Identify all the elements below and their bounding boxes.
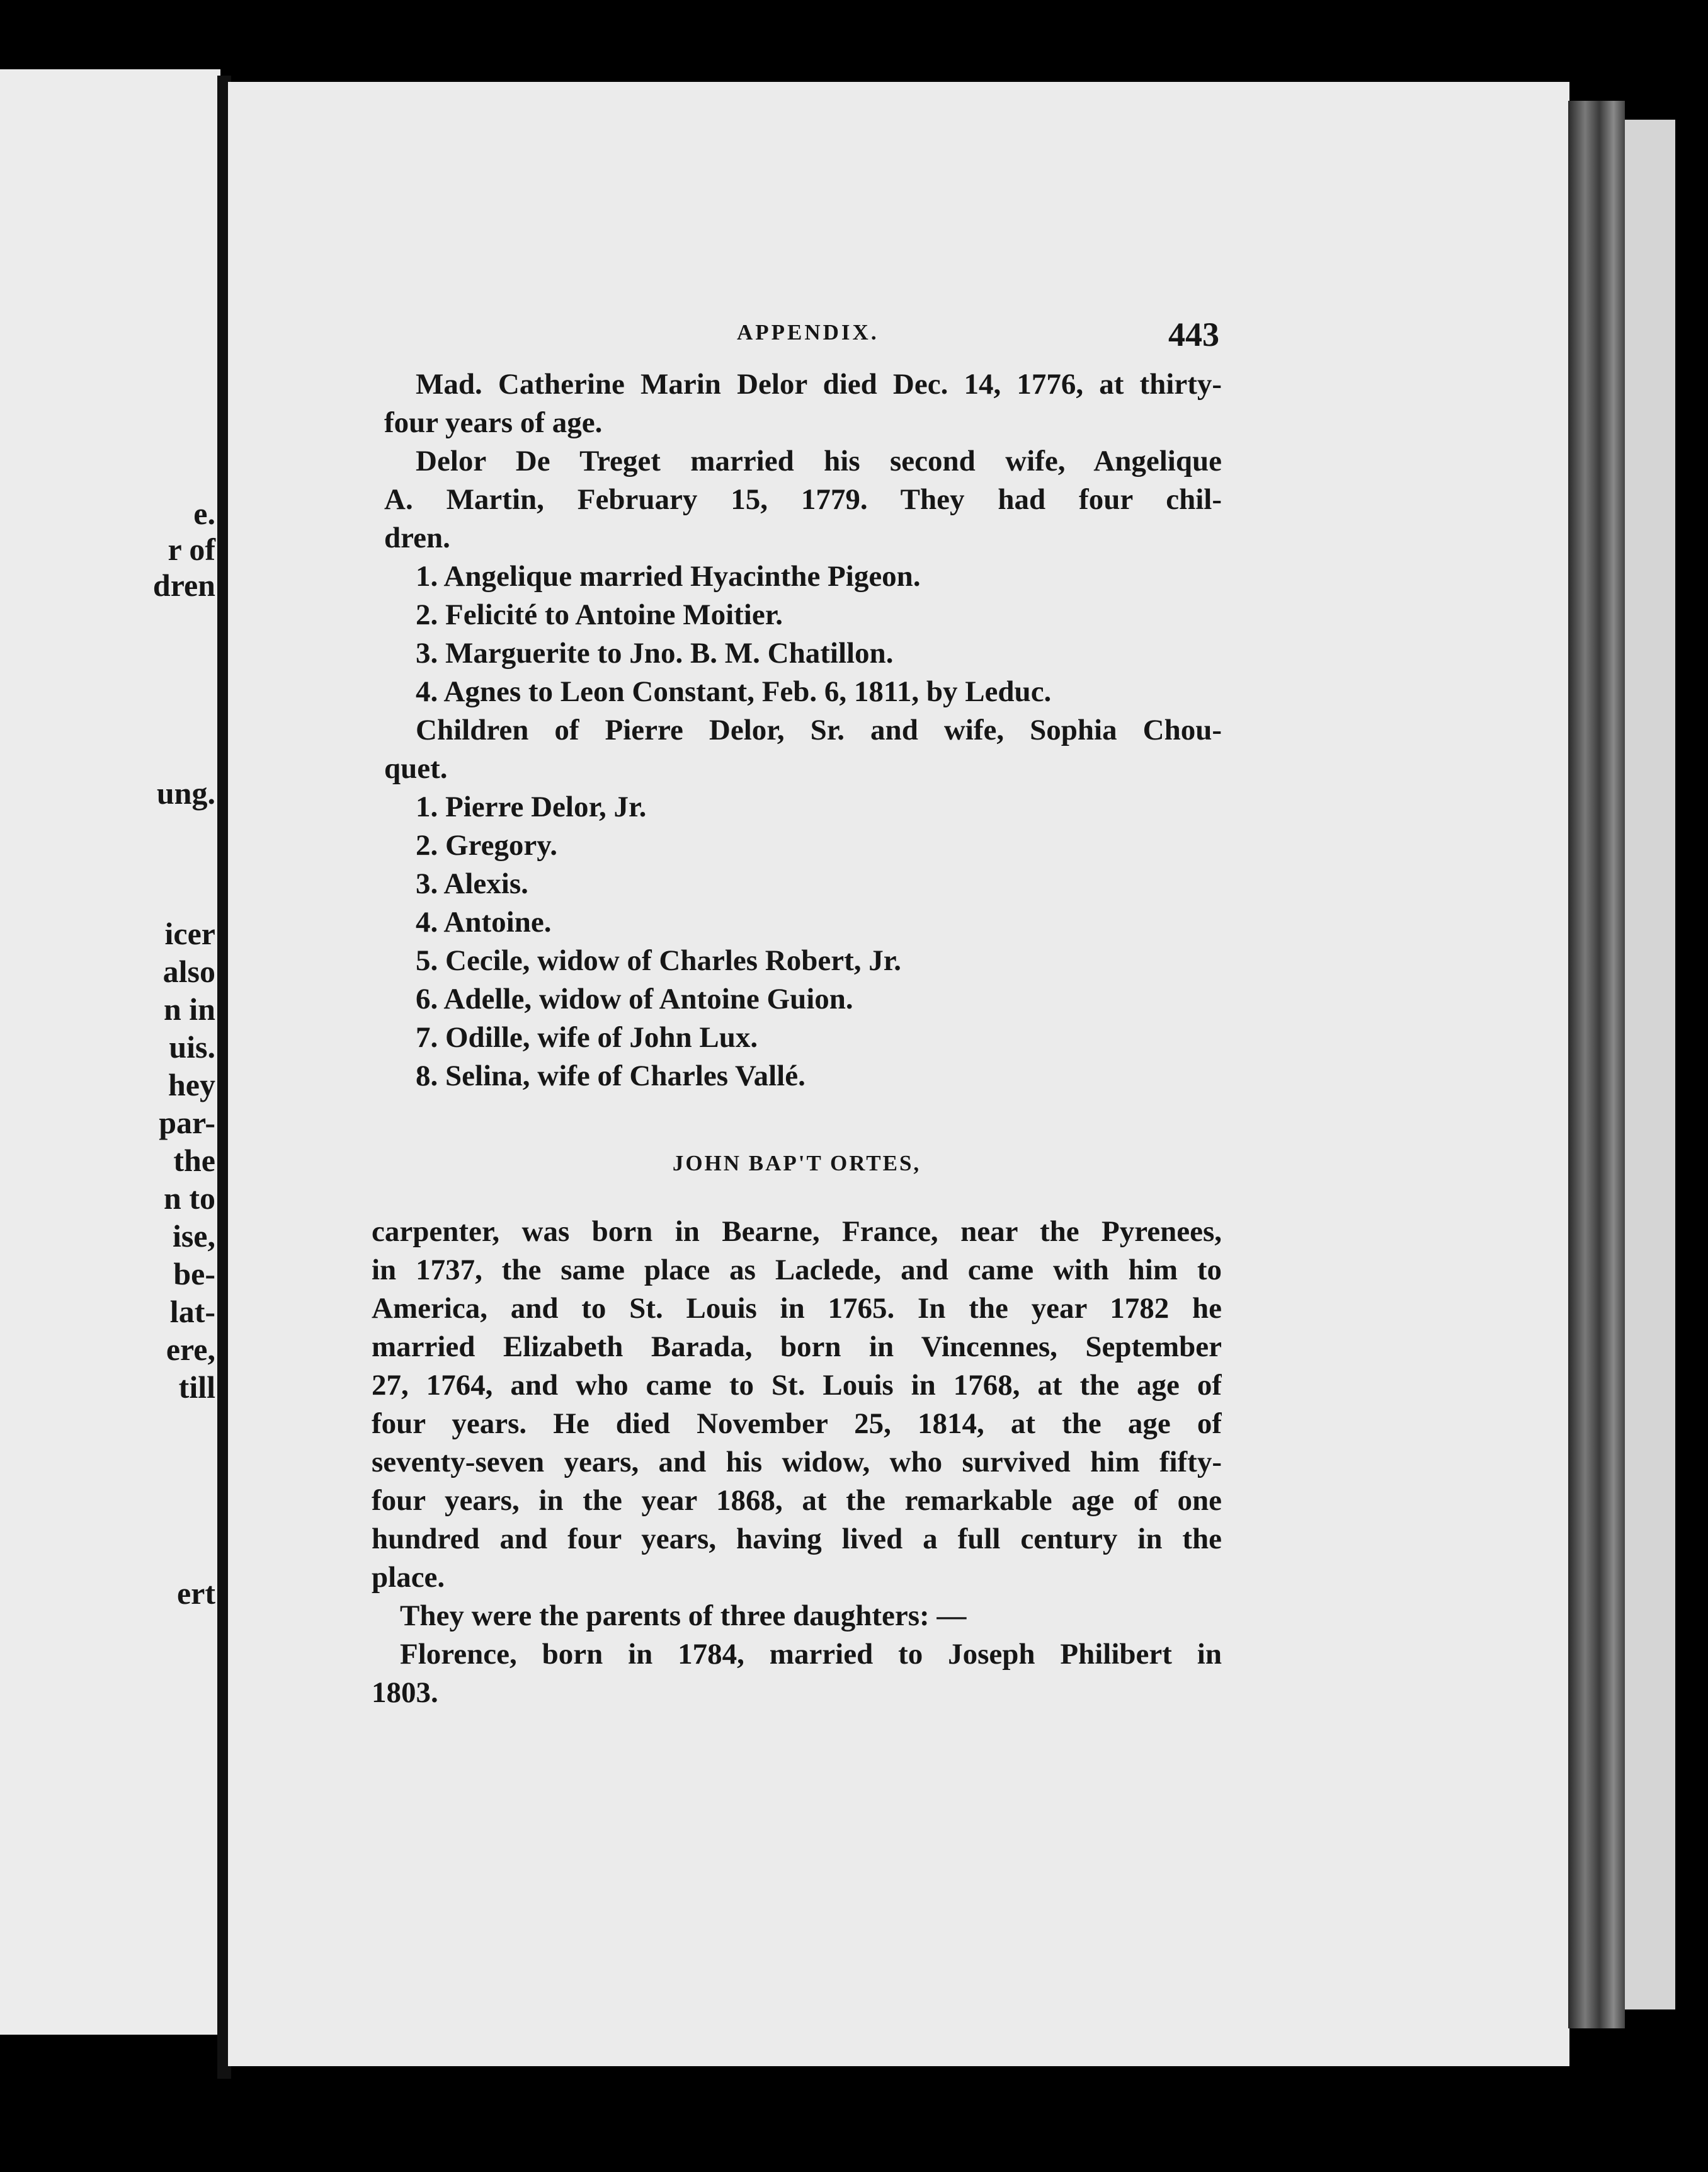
scan-border <box>0 0 1708 50</box>
left-fragment: e. <box>193 496 215 531</box>
text-line: hundred and four years, having lived a full century in the <box>372 1523 1222 1555</box>
text-line: seventy-seven years, and his widow, who survived him fifty- <box>372 1446 1222 1478</box>
page-number: 443 <box>1168 316 1219 353</box>
left-fragment: r of <box>168 532 215 567</box>
text-line: in 1737, the same place as Laclede, and came with him to <box>372 1254 1222 1286</box>
left-fragment: the <box>173 1143 215 1178</box>
list-item: 2. Felicité to Antoine Moitier. <box>416 598 783 631</box>
left-page-fragment <box>0 69 220 2035</box>
text-line: four years, in the year 1868, at the remarkable age of one <box>372 1484 1222 1517</box>
left-fragment: dren <box>152 568 215 603</box>
text-line: America, and to St. Louis in 1765. In the year 1782 he <box>372 1292 1222 1325</box>
left-fragment: ert <box>176 1575 215 1611</box>
list-item: 5. Cecile, widow of Charles Robert, Jr. <box>416 944 902 977</box>
text-line: quet. <box>384 752 448 785</box>
left-fragment: lat- <box>169 1294 215 1329</box>
left-fragment: n in <box>163 992 215 1027</box>
left-fragment: icer <box>164 916 215 951</box>
list-item: 1. Angelique married Hyacinthe Pigeon. <box>416 560 921 593</box>
text-line: A. Martin, February 15, 1779. They had four chil- <box>384 483 1222 516</box>
text-line: Children of Pierre Delor, Sr. and wife, Sophia Chou- <box>416 714 1222 746</box>
text-line: four years of age. <box>384 406 603 439</box>
list-item: 8. Selina, wife of Charles Vallé. <box>416 1060 806 1092</box>
list-item: 4. Antoine. <box>416 906 552 939</box>
running-title: APPENDIX. <box>737 320 879 345</box>
text-line: 27, 1764, and who came to St. Louis in 1768, at the age of <box>372 1369 1222 1402</box>
list-item: 3. Marguerite to Jno. B. M. Chatillon. <box>416 637 894 670</box>
list-item: 7. Odille, wife of John Lux. <box>416 1021 758 1054</box>
text-line: 1803. <box>372 1676 438 1709</box>
text-column <box>372 315 1222 1712</box>
text-line: dren. <box>384 522 450 554</box>
left-fragment: ise, <box>172 1218 215 1254</box>
page-edges <box>1568 101 1625 2028</box>
text-line: Delor De Treget married his second wife, Angelique <box>416 445 1222 477</box>
list-item: 2. Gregory. <box>416 829 557 862</box>
left-fragment: par- <box>159 1105 215 1140</box>
text-line: Mad. Catherine Marin Delor died Dec. 14, 1776, at thirty- <box>416 368 1222 401</box>
left-fragment: ere, <box>166 1332 215 1367</box>
list-item: 6. Adelle, widow of Antoine Guion. <box>416 983 853 1015</box>
left-fragment: be- <box>173 1256 215 1291</box>
left-fragment: hey <box>168 1067 215 1102</box>
text-line: place. <box>372 1561 445 1594</box>
text-line: They were the parents of three daughters: — <box>400 1599 967 1632</box>
text-line: four years. He died November 25, 1814, at the age of <box>372 1407 1222 1440</box>
running-head <box>372 315 1222 365</box>
text-line: carpenter, was born in Bearne, France, near the Pyrenees, <box>372 1215 1222 1248</box>
book-cover-edge <box>1625 120 1675 2009</box>
list-item: 3. Alexis. <box>416 867 528 900</box>
list-item: 4. Agnes to Leon Constant, Feb. 6, 1811, by Leduc. <box>416 675 1052 708</box>
list-item: 1. Pierre Delor, Jr. <box>416 791 647 823</box>
left-fragment: n to <box>164 1180 215 1216</box>
text-line: Florence, born in 1784, married to Joseph Philibert in <box>400 1638 1222 1671</box>
text-line: married Elizabeth Barada, born in Vincennes, September <box>372 1330 1222 1363</box>
left-fragment: ung. <box>156 775 215 811</box>
left-fragment: till <box>178 1369 215 1405</box>
left-fragment: uis. <box>169 1029 215 1065</box>
section-heading: JOHN BAP'T ORTES, <box>672 1151 921 1175</box>
left-fragment: also <box>162 954 215 989</box>
